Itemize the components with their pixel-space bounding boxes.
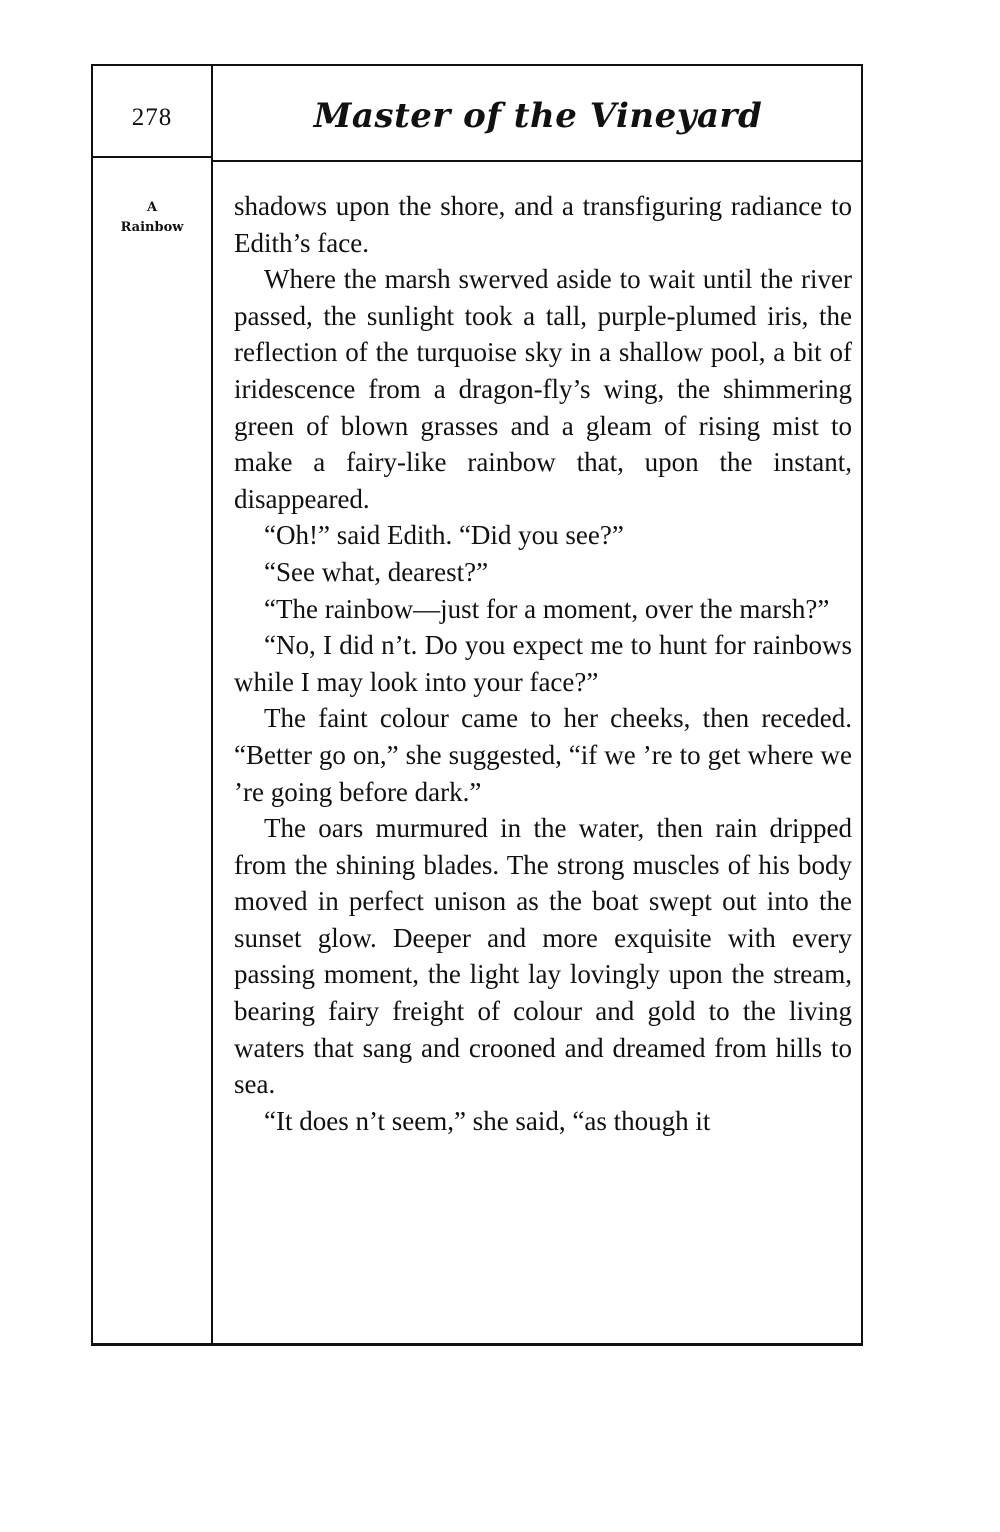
paragraph: Where the marsh swerved aside to wait until the river passed, the sunlight took a tall, purple-plumed iris, the reflection of the turquoise sky in a shallow pool, a bit of iridescence from a dragon-fly’s wing, the shimmering green of blown grasses and a gleam of rising mist to make a fairy-like rainbow that, upon the instant, disappeared. [234,264,852,514]
paragraph: shadows upon the shore, and a transfiguring radiance to Edith’s face. [234,191,852,258]
header-rule-right [213,160,863,162]
paragraph: “See what, dearest?” [264,556,489,587]
running-title: Master of the Vineyard [313,96,763,136]
marginal-note-line-2: Rainbow [120,220,184,235]
paragraph: “Oh!” said Edith. “Did you see?” [264,520,624,551]
paragraph: “No, I did n’t. Do you expect me to hunt for rainbows while I may look into your face?” [234,630,852,697]
header-rule-left [91,156,213,158]
page-number: 278 [131,104,173,131]
paragraph: The oars murmured in the water, then rain dripped from the shining blades. The strong muscles of his body moved in perfect unison as the boat swept out into the sunset glow. Deeper and more exquisite with every passing moment, the light lay lovingly upon the stream, bearing fairy freight of colour and gold to the living waters that sang and crooned and dreamed from hills to sea. [234,813,852,1100]
marginal-note [91,198,213,238]
body-text [234,188,852,1139]
paragraph: “The rainbow—just for a moment, over the marsh?” [264,593,830,624]
margin-column-divider [211,64,213,1346]
marginal-note-line-1: A [146,200,158,215]
paragraph: The faint colour came to her cheeks, then receded. “Better go on,” she suggested, “if we ’re to get where we ’re going before dark.” [234,703,852,807]
paragraph: “It does n’t seem,” she said, “as though it [264,1105,711,1136]
